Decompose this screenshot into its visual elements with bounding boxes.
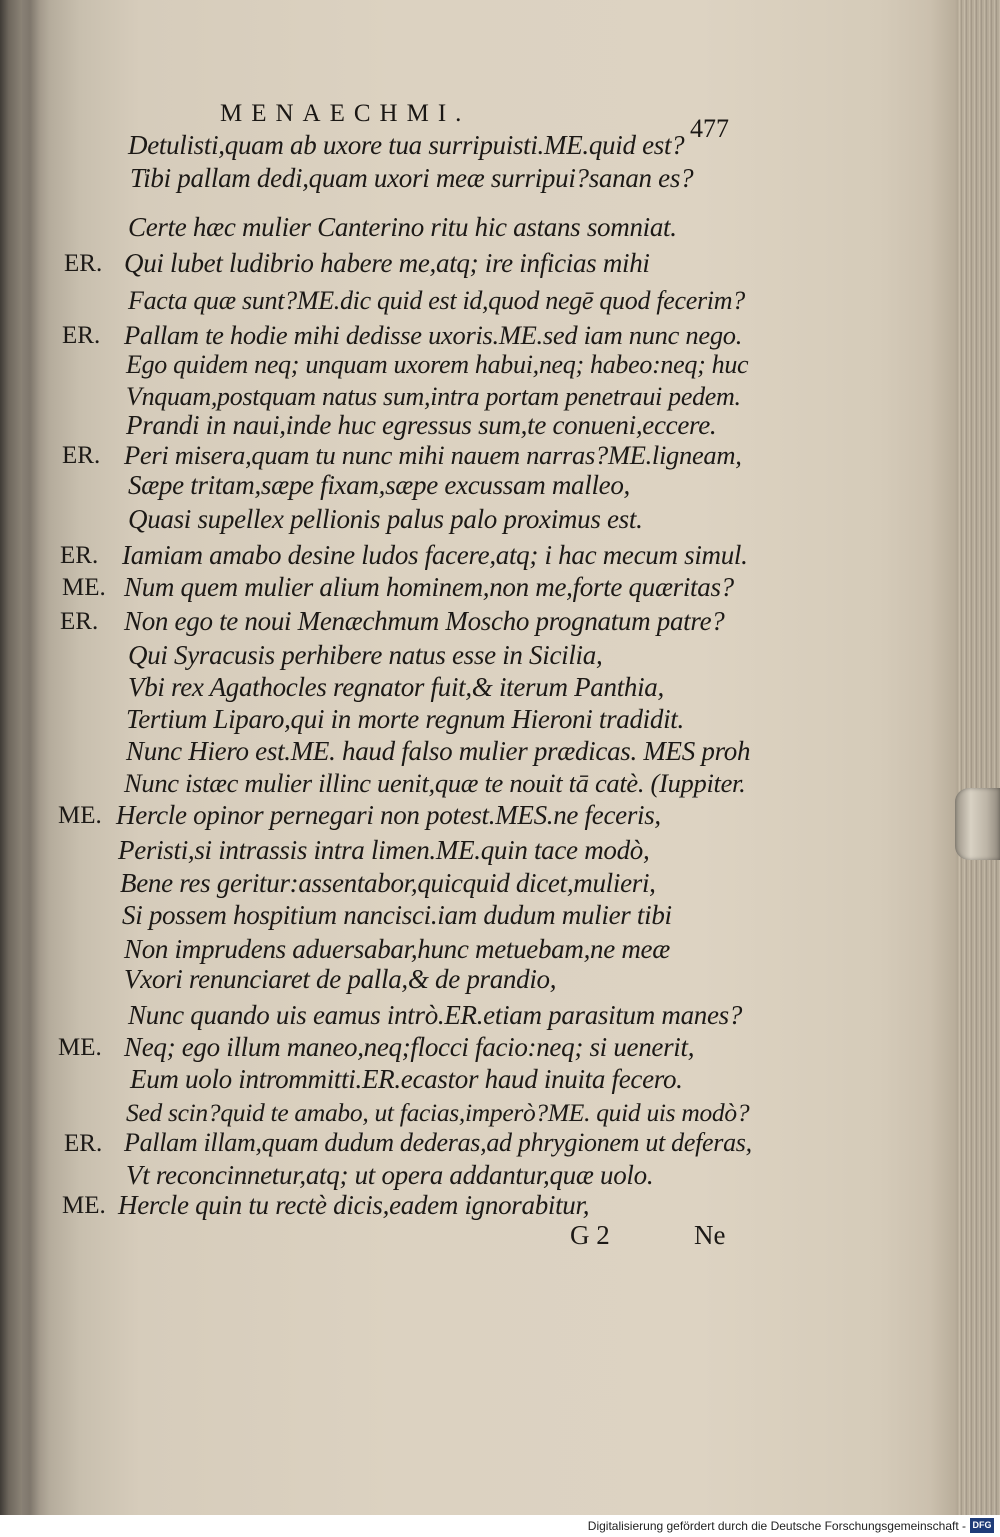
verse-line: Ego quidem neq; unquam uxorem habui,neq; habeo:neq; huc [126,350,749,379]
verse-line: Hercle quin tu rectè dicis,eadem ignorabitur, [118,1190,590,1220]
verse-line: Quasi supellex pellionis palus palo proximus est. [128,504,643,534]
verse-line: Qui lubet ludibrio habere me,atq; ire inficias mihi [124,248,650,278]
verse-line: Non imprudens aduersabar,hunc metuebam,ne meæ [124,934,670,964]
verse-line: Vnquam,postquam natus sum,intra portam penetraui pedem. [126,382,741,411]
verse-line: Hercle opinor pernegari non potest.MES.ne feceris, [116,800,661,830]
verse-line: Bene res geritur:assentabor,quicquid dicet,mulieri, [120,868,656,898]
verse-line: Nunc Hiero est.ME. haud falso mulier prædicas. MES proh [126,736,751,766]
speaker-label: ME. [58,1034,102,1061]
verse-line: Pallam illam,quam dudum dederas,ad phrygionem ut deferas, [124,1128,752,1157]
verse-line: Vt reconcinnetur,atq; ut opera addantur,quæ uolo. [126,1160,654,1190]
speaker-label: ER. [62,442,101,469]
verse-line: Sæpe tritam,sæpe fixam,sæpe excussam malleo, [128,470,630,500]
speaker-label: ME. [62,574,106,601]
verse-line: Sed scin?quid te amabo, ut facias,imperò?ME. quid uis modò? [126,1098,750,1127]
verse-line: Certe hæc mulier Canterino ritu hic astans somniat. [128,212,677,242]
verse-line: Vbi rex Agathocles regnator fuit,& iterum Panthia, [128,672,664,702]
speaker-label: ER. [60,542,99,569]
verse-line: Prandi in naui,inde huc egressus sum,te conueni,eccere. [126,410,717,440]
verse-line: Si possem hospitium nancisci.iam dudum mulier tibi [122,900,672,930]
verse-line: Tertium Liparo,qui in morte regnum Hieroni tradidit. [126,704,684,734]
verse-line: Neq; ego illum maneo,neq;flocci facio:neq; si uenerit, [124,1032,695,1062]
speaker-label: ER. [64,250,103,277]
verse-line: Tibi pallam dedi,quam uxori meæ surripui?sanan es? [130,163,694,193]
verse-line: Peristi,si intrassis intra limen.ME.quin tace modò, [118,835,650,865]
page-number: 477 [690,114,729,143]
book-clasp [955,788,1000,860]
verse-line: Qui Syracusis perhibere natus esse in Sicilia, [128,640,603,670]
verse-line: Pallam te hodie mihi dedisse uxoris.ME.sed iam nunc nego. [124,320,743,350]
page-edges [958,0,1000,1515]
speaker-label: ME. [62,1192,106,1219]
verse-line: Num quem mulier alium hominem,non me,forte quæritas? [124,572,734,602]
speaker-label: ER. [60,608,99,635]
signature-mark: G 2 [570,1220,610,1250]
verse-line: Peri misera,quam tu nunc mihi nauem narras?ME.ligneam, [124,440,742,470]
catchword: Ne [694,1220,726,1250]
footer-credit: Digitalisierung gefördert durch die Deutsche Forschungsgemeinschaft - [587,1519,966,1533]
speaker-label: ER. [62,322,101,349]
verse-line: Vxori renunciaret de palla,& de prandio, [124,964,557,994]
speaker-label: ME. [58,802,102,829]
verse-line: Eum uolo intrommitti.ER.ecastor haud inuita fecero. [130,1064,683,1094]
dfg-logo: DFG [970,1518,994,1533]
verse-line: Nunc istæc mulier illinc uenit,quæ te nouit tā catè. (Iuppiter. [124,768,746,798]
running-head: MENAECHMI. [220,100,471,127]
book-spine [0,0,22,1515]
speaker-label: ER. [64,1130,103,1157]
verse-line: Facta quæ sunt?ME.dic quid est id,quod negē quod fecerim? [128,286,745,315]
verse-line: Nunc quando uis eamus intrò.ER.etiam parasitum manes? [128,1000,743,1030]
verse-line: Iamiam amabo desine ludos facere,atq; i hac mecum simul. [122,540,748,570]
verse-line: Detulisti,quam ab uxore tua surripuisti.ME.quid est? [128,130,685,160]
verse-line: Non ego te noui Menæchmum Moscho prognatum patre? [124,606,725,636]
